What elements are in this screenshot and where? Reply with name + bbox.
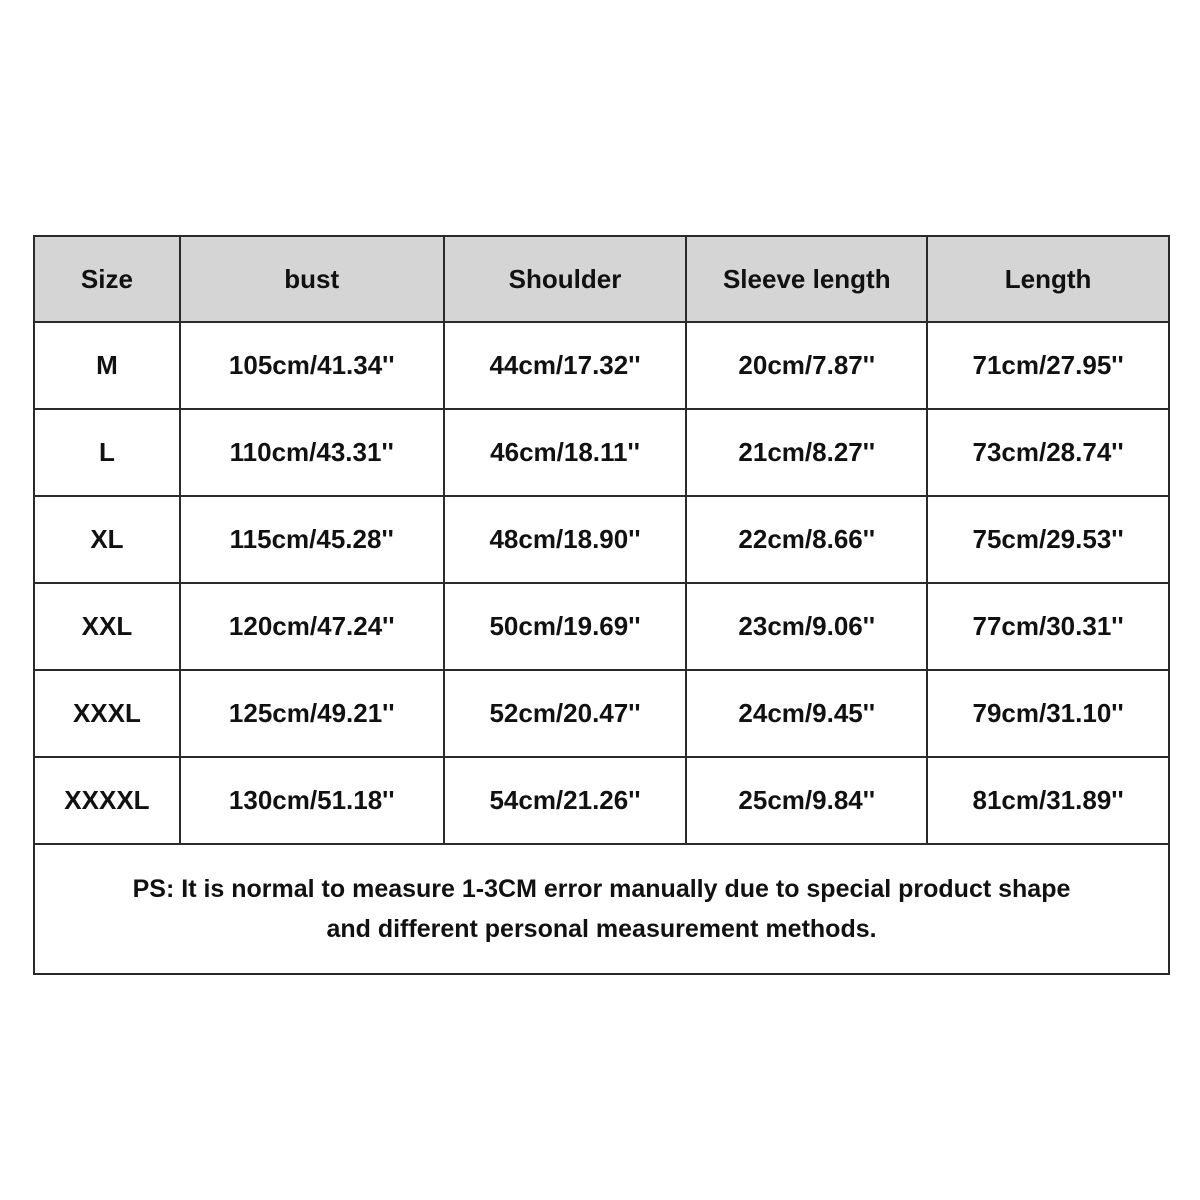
- cell-shoulder: 48cm/18.90'': [444, 496, 687, 583]
- cell-length: 79cm/31.10'': [927, 670, 1169, 757]
- cell-size: XXL: [34, 583, 180, 670]
- cell-length: 71cm/27.95'': [927, 322, 1169, 409]
- cell-bust: 115cm/45.28'': [180, 496, 444, 583]
- cell-size: M: [34, 322, 180, 409]
- table-row: [34, 670, 1169, 757]
- cell-sleeve-length: 23cm/9.06'': [686, 583, 927, 670]
- measurement-note: [34, 844, 1169, 974]
- cell-shoulder: 46cm/18.11'': [444, 409, 687, 496]
- header-size: Size: [34, 236, 180, 322]
- table-row: [34, 496, 1169, 583]
- note-row: [34, 844, 1169, 974]
- header-sleeve-length: Sleeve length: [686, 236, 927, 322]
- cell-bust: 110cm/43.31'': [180, 409, 444, 496]
- cell-shoulder: 44cm/17.32'': [444, 322, 687, 409]
- cell-sleeve-length: 21cm/8.27'': [686, 409, 927, 496]
- header-shoulder: Shoulder: [444, 236, 687, 322]
- cell-shoulder: 54cm/21.26'': [444, 757, 687, 844]
- cell-sleeve-length: 22cm/8.66'': [686, 496, 927, 583]
- header-row: [34, 236, 1169, 322]
- cell-shoulder: 50cm/19.69'': [444, 583, 687, 670]
- cell-length: 81cm/31.89'': [927, 757, 1169, 844]
- header-length: Length: [927, 236, 1169, 322]
- cell-size: XXXL: [34, 670, 180, 757]
- table-row: [34, 757, 1169, 844]
- cell-length: 77cm/30.31'': [927, 583, 1169, 670]
- table-row: [34, 409, 1169, 496]
- cell-size: XXXXL: [34, 757, 180, 844]
- cell-shoulder: 52cm/20.47'': [444, 670, 687, 757]
- cell-bust: 125cm/49.21'': [180, 670, 444, 757]
- cell-bust: 120cm/47.24'': [180, 583, 444, 670]
- cell-length: 73cm/28.74'': [927, 409, 1169, 496]
- cell-size: L: [34, 409, 180, 496]
- cell-bust: 105cm/41.34'': [180, 322, 444, 409]
- note-line-2: and different personal measurement methods.: [326, 915, 877, 943]
- cell-sleeve-length: 25cm/9.84'': [686, 757, 927, 844]
- header-bust: bust: [180, 236, 444, 322]
- cell-size: XL: [34, 496, 180, 583]
- cell-bust: 130cm/51.18'': [180, 757, 444, 844]
- size-chart-table: [33, 235, 1170, 975]
- cell-sleeve-length: 20cm/7.87'': [686, 322, 927, 409]
- cell-length: 75cm/29.53'': [927, 496, 1169, 583]
- cell-sleeve-length: 24cm/9.45'': [686, 670, 927, 757]
- note-line-1: PS: It is normal to measure 1-3CM error manually due to special product shape: [132, 875, 1071, 903]
- table-row: [34, 322, 1169, 409]
- table-row: [34, 583, 1169, 670]
